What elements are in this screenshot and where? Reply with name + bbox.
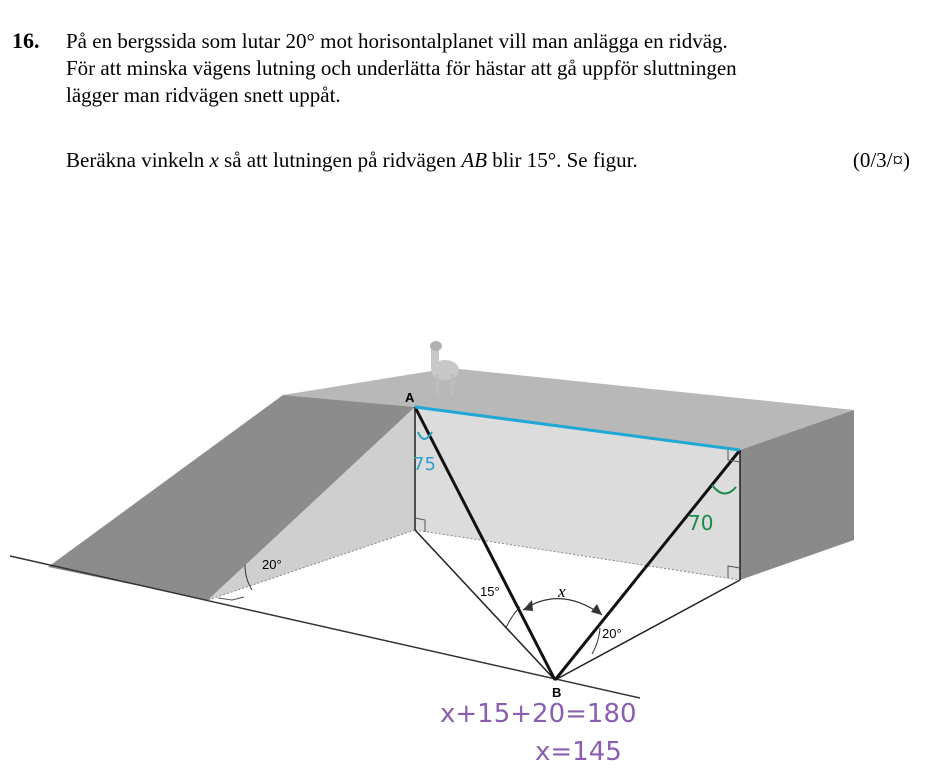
points-label: (0/3/¤)	[852, 148, 910, 172]
angle-base-label: 20°	[602, 626, 622, 641]
task-statement: Beräkna vinkeln x så att lutningen på ridvägen AB blir 15°. Se figur.	[66, 148, 638, 172]
var-x: x	[209, 148, 219, 172]
problem-line-1: På en bergssida som lutar 20° mot horisontalplanet vill man anlägga en ridväg.	[66, 29, 728, 53]
problem-number: 16.	[12, 28, 40, 53]
var-ab: AB	[461, 148, 488, 172]
angle-slope-label: 20°	[262, 557, 282, 572]
hand-75: 75	[413, 454, 436, 475]
ground-right-to-b	[555, 580, 740, 680]
ground-line	[10, 556, 640, 698]
label-b: B	[552, 685, 562, 700]
angle-road-label: 15°	[480, 584, 500, 599]
arc-x	[523, 599, 602, 615]
problem-line-3: lägger man ridvägen snett uppåt.	[66, 83, 341, 107]
hand-result: x=145	[535, 737, 622, 767]
label-a: A	[405, 390, 415, 405]
angle-x-label: x	[558, 582, 566, 601]
hand-70: 70	[688, 511, 714, 535]
hand-equation: x+15+20=180	[440, 699, 637, 729]
problem-line-2: För att minska vägens lutning och underlätta för hästar att gå uppför sluttningen	[66, 56, 737, 80]
ground-left-to-b	[415, 530, 555, 680]
